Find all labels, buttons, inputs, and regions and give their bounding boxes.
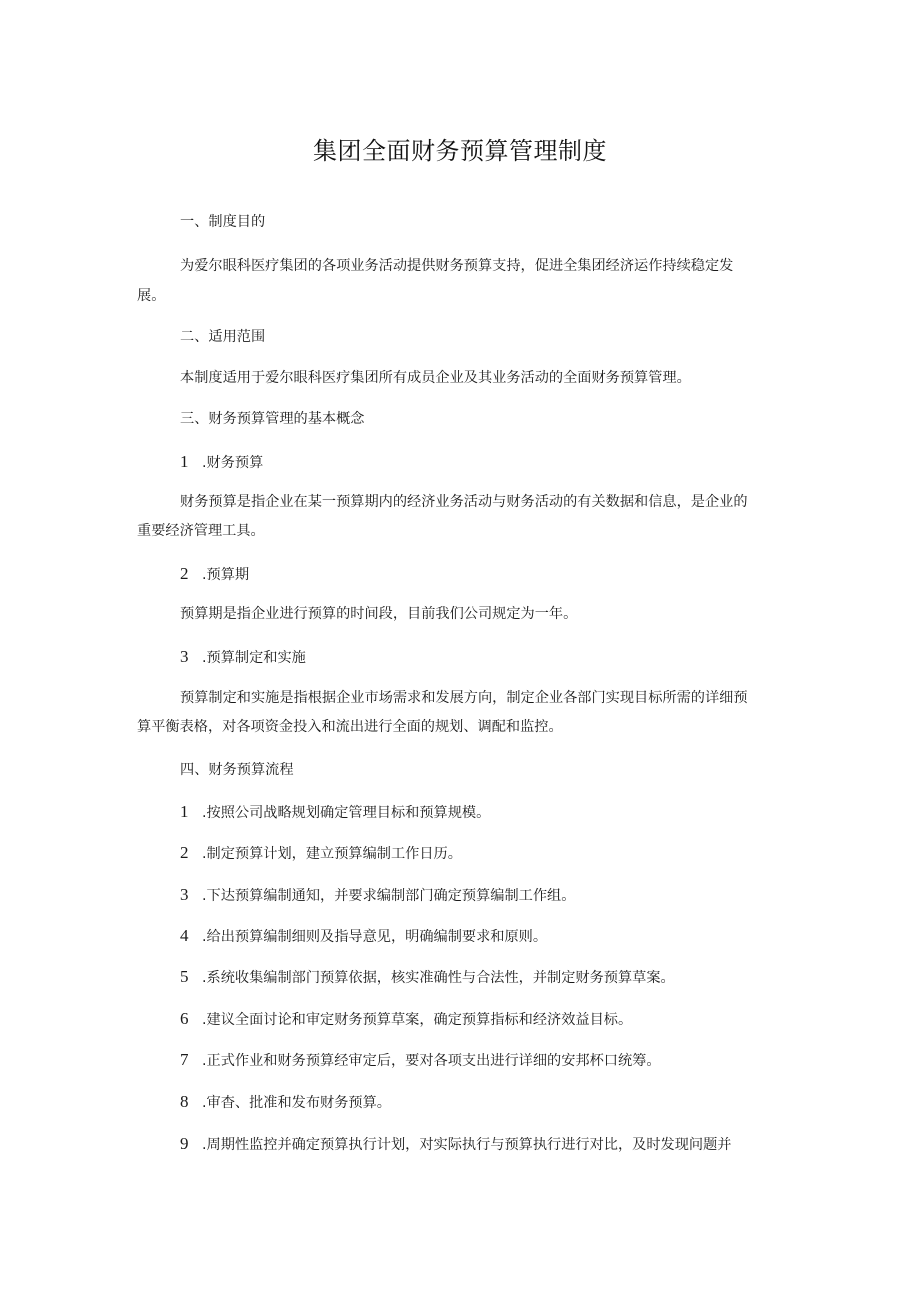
paragraph-line: 本制度适用于爱尔眼科医疗集团所有成员企业及其业务活动的全面财务预算管理。 — [180, 370, 691, 386]
list-item: 7 .正式作业和财务预算经审定后，要对各项支出进行详细的安邦杯口统筹。 — [180, 1050, 661, 1069]
paragraph-line: 预算制定和实施是指根据企业市场需求和发展方向，制定企业各部门实现目标所需的详细预 — [180, 690, 748, 706]
document-title: 集团全面财务预算管理制度 — [313, 137, 607, 165]
list-item: 9 .周期性监控并确定预算执行计划，对实际执行与预算执行进行对比，及时发现问题并 — [180, 1134, 732, 1153]
list-number: 2 — [180, 564, 189, 583]
list-number: 5 — [180, 967, 189, 986]
list-item: 4 .给出预算编制细则及指导意见，明确编制要求和原则。 — [180, 926, 548, 945]
list-item: 1 .按照公司战略规划确定管理目标和预算规模。 — [180, 802, 491, 821]
list-item: 8 .审杳、批准和发布财务预算。 — [180, 1092, 391, 1111]
list-item: 2 .预算期 — [180, 564, 250, 583]
section-heading-process: 四、财务预算流程 — [180, 762, 294, 778]
section-heading-scope: 二、适用范围 — [180, 329, 266, 345]
list-item: 6 .建议全面讨论和审定财务预算草案，确定预算指标和经济效益目标。 — [180, 1009, 633, 1028]
list-item: 1 .财务预算 — [180, 452, 264, 471]
list-item: 5 .系统收集编制部门预算依据，核实准确性与合法性，并制定财务预算草案。 — [180, 967, 675, 986]
list-item: 2 .制定预算计划，建立预算编制工作日历。 — [180, 843, 462, 862]
paragraph-line: 为爱尔眼科医疗集团的各项业务活动提供财务预算支持，促进全集团经济运作持续稳定发 — [180, 258, 734, 274]
list-number: 4 — [180, 926, 189, 945]
list-number: 3 — [180, 885, 189, 904]
list-number: 1 — [180, 452, 189, 471]
list-item: 3 .预算制定和实施 — [180, 647, 306, 666]
list-number: 9 — [180, 1134, 189, 1153]
list-number: 1 — [180, 802, 189, 821]
paragraph-line: 重要经济管理工具。 — [137, 523, 265, 539]
paragraph-line: 预算期是指企业进行预算的时间段，目前我们公司规定为一年。 — [180, 606, 578, 622]
list-item: 3 .下达预算编制通知，并要求编制部门确定预算编制工作组。 — [180, 885, 576, 904]
list-number: 3 — [180, 647, 189, 666]
section-heading-purpose: 一、制度目的 — [180, 214, 266, 230]
list-number: 2 — [180, 843, 189, 862]
paragraph-line: 财务预算是指企业在某一预算期内的经济业务活动与财务活动的有关数据和信息，是企业的 — [180, 494, 748, 510]
list-number: 6 — [180, 1009, 189, 1028]
list-number: 8 — [180, 1092, 189, 1111]
section-heading-concepts: 三、财务预算管理的基本概念 — [180, 411, 365, 427]
paragraph-line: 算平衡表格，对各项资金投入和流出进行全面的规划、调配和监控。 — [137, 719, 563, 735]
paragraph-line: 展。 — [137, 288, 166, 304]
list-number: 7 — [180, 1050, 189, 1069]
